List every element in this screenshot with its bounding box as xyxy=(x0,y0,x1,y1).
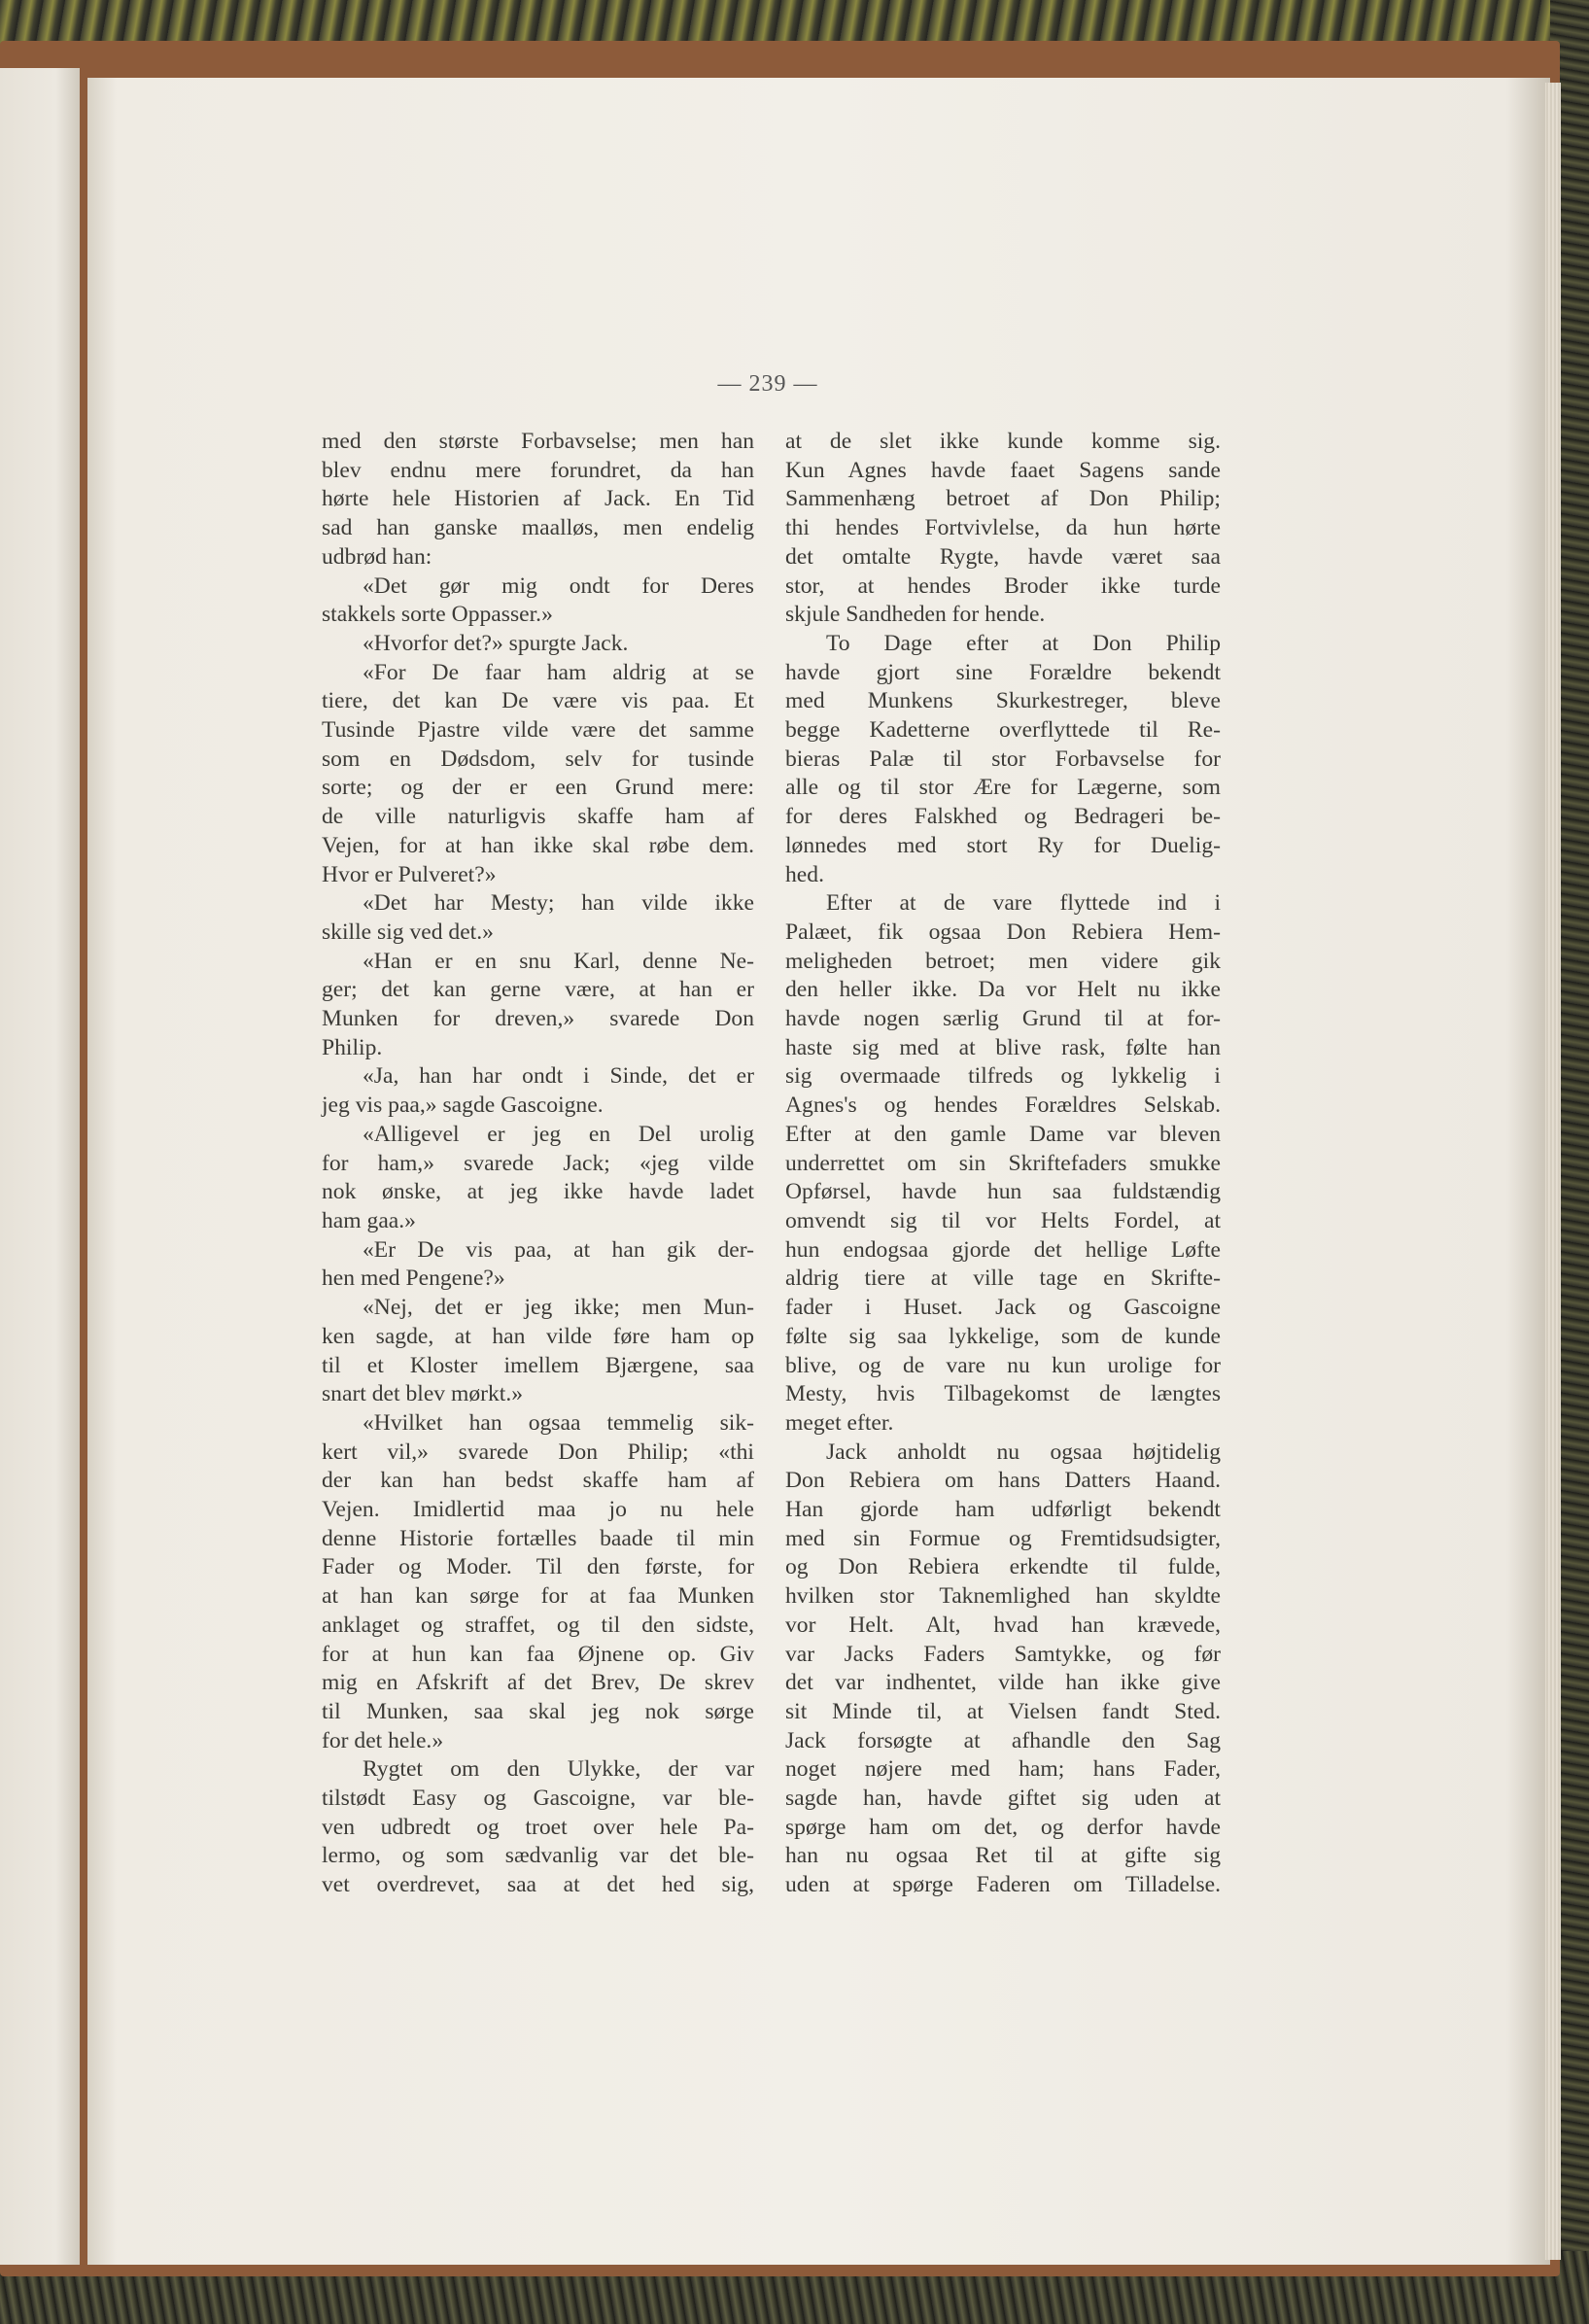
text-line: «Ja, han har ondt i Sinde, det er xyxy=(363,1063,754,1090)
text-line: «Det gør mig ondt for Deres xyxy=(363,572,754,599)
text-line: Agnes's og hendes Forældres Selskab. xyxy=(785,1093,1221,1119)
text-line: «Hvorfor det?» spurgte Jack. xyxy=(363,630,629,656)
text-line: hed. xyxy=(785,861,824,887)
text-line: vor Helt. Alt, hvad han krævede, xyxy=(785,1612,1221,1638)
text-line: med sin Formue og Fremtidsudsigter, xyxy=(785,1525,1221,1551)
text-line: følte sig saa lykkelige, som de kunde xyxy=(785,1323,1221,1349)
text-line: Hvor er Pulveret?» xyxy=(322,861,497,887)
text-line: Opførsel, havde hun saa fuldstændig xyxy=(785,1179,1221,1205)
text-line: var Jacks Faders Samtykke, og før xyxy=(785,1641,1221,1667)
text-line: sit Minde til, at Vielsen fandt Sted. xyxy=(785,1698,1221,1724)
text-line: og Don Rebiera erkendte til fulde, xyxy=(785,1554,1221,1580)
text-line: Mesty, hvis Tilbagekomst de længtes xyxy=(785,1381,1221,1407)
text-line: Kun Agnes havde faaet Sagens sande xyxy=(785,457,1221,483)
text-line: «Hvilket han ogsaa temmelig sik- xyxy=(363,1409,754,1436)
text-line: for at hun kan faa Øjnene op. Giv xyxy=(322,1641,754,1667)
text-line: den heller ikke. Da vor Helt nu ikke xyxy=(785,977,1221,1003)
text-line: hørte hele Historien af Jack. En Tid xyxy=(322,486,754,512)
text-line: «Nej, det er jeg ikke; men Mun- xyxy=(363,1295,754,1321)
text-line: «Er De vis paa, at han gik der- xyxy=(363,1236,754,1263)
text-line: udbrød han: xyxy=(322,543,432,570)
text-line: de ville naturligvis skaffe ham af xyxy=(322,804,754,830)
text-line: denne Historie fortælles baade til min xyxy=(322,1525,754,1551)
text-line: snart det blev mørkt.» xyxy=(322,1381,524,1407)
text-line: stor, at hendes Broder ikke turde xyxy=(785,572,1221,599)
text-line: uden at spørge Faderen om Tilladelse. xyxy=(785,1872,1221,1898)
text-line: ger; det kan gerne være, at han er xyxy=(322,977,754,1003)
text-line: jeg vis paa,» sagde Gascoigne. xyxy=(322,1093,604,1119)
text-line: det omtalte Rygte, havde været saa xyxy=(785,543,1221,570)
text-line: sorte; og der er een Grund mere: xyxy=(322,775,754,801)
text-line: fader i Huset. Jack og Gascoigne xyxy=(785,1295,1221,1321)
text-line: nok ønske, at jeg ikke havde ladet xyxy=(322,1179,754,1205)
text-line: for deres Falskhed og Bedrageri be- xyxy=(785,804,1221,830)
text-line: Han gjorde ham udførligt bekendt xyxy=(785,1497,1221,1523)
text-line: hun endogsaa gjorde det hellige Løfte xyxy=(785,1236,1221,1263)
text-line: Tusinde Pjastre vilde være det samme xyxy=(322,717,754,744)
text-line: havde gjort sine Forældre bekendt xyxy=(785,659,1221,685)
text-line: «Han er en snu Karl, denne Ne- xyxy=(363,948,754,974)
text-line: sad han ganske maalløs, men endelig xyxy=(322,515,754,541)
text-line: hen med Pengene?» xyxy=(322,1266,505,1292)
text-line: omvendt sig til vor Helts Fordel, at xyxy=(785,1207,1221,1233)
text-line: «Alligevel er jeg en Del urolig xyxy=(363,1121,754,1147)
text-line: haste sig med at blive rask, følte han xyxy=(785,1034,1221,1060)
text-line: havde nogen særlig Grund til at for- xyxy=(785,1006,1221,1032)
text-line: lermo, og som sædvanlig var det ble- xyxy=(322,1843,754,1869)
text-column-right xyxy=(785,428,1221,1900)
text-line: lønnedes med stort Ry for Duelig- xyxy=(785,832,1221,858)
text-line: skille sig ved det.» xyxy=(322,919,494,945)
text-line: noget nøjere med ham; hans Fader, xyxy=(785,1756,1221,1783)
text-line: Efter at de vare flyttede ind i xyxy=(826,890,1221,917)
text-line: tilstødt Easy og Gascoigne, var ble- xyxy=(322,1786,754,1812)
text-line: ham gaa.» xyxy=(322,1207,416,1233)
text-line: at de slet ikke kunde komme sig. xyxy=(785,429,1221,454)
text-line: med Munkens Skurkestreger, bleve xyxy=(785,688,1221,714)
text-line: ken sagde, at han vilde føre ham op xyxy=(322,1323,754,1349)
text-line: meget efter. xyxy=(785,1409,894,1436)
text-line: kert vil,» svarede Don Philip; «thi xyxy=(322,1439,754,1465)
text-line: der kan han bedst skaffe ham af xyxy=(322,1468,754,1494)
page-number: — 239 — xyxy=(717,371,818,397)
text-line: som en Dødsdom, selv for tusinde xyxy=(322,746,754,772)
text-line: anklaget og straffet, og til den sidste, xyxy=(322,1612,754,1638)
text-line: begge Kadetterne overflyttede til Re- xyxy=(785,717,1221,744)
text-line: til Munken, saa skal jeg nok sørge xyxy=(322,1698,754,1724)
text-line: til et Kloster imellem Bjærgene, saa xyxy=(322,1352,754,1378)
text-line: bieras Palæ til stor Forbavselse for xyxy=(785,746,1221,772)
text-line: tiere, det kan De være vis paa. Et xyxy=(322,688,754,714)
text-line: ven udbredt og troet over hele Pa- xyxy=(322,1814,754,1840)
text-line: det var indhentet, vilde han ikke give xyxy=(785,1670,1221,1696)
text-line: underrettet om sin Skriftefaders smukke xyxy=(785,1150,1221,1176)
text-column-left xyxy=(322,428,754,1900)
text-line: blev endnu mere forundret, da han xyxy=(322,457,754,483)
text-line: Jack forsøgte at afhandle den Sag xyxy=(785,1727,1221,1753)
text-line: sig overmaade tilfreds og lykkelig i xyxy=(785,1063,1221,1090)
text-line: mig en Afskrift af det Brev, De skrev xyxy=(322,1670,754,1696)
text-line: vet overdrevet, saa at det hed sig, xyxy=(322,1872,754,1898)
text-line: Vejen, for at han ikke skal røbe dem. xyxy=(322,832,754,858)
text-line: «For De faar ham aldrig at se xyxy=(363,659,754,685)
text-line: alle og til stor Ære for Lægerne, som xyxy=(785,775,1221,801)
text-line: To Dage efter at Don Philip xyxy=(826,630,1221,656)
text-line: skjule Sandheden for hende. xyxy=(785,602,1046,628)
text-line: Don Rebiera om hans Datters Haand. xyxy=(785,1468,1221,1494)
text-line: Sammenhæng betroet af Don Philip; xyxy=(785,486,1221,512)
text-line: for det hele.» xyxy=(322,1727,444,1753)
text-line: spørge ham om det, og derfor havde xyxy=(785,1814,1221,1840)
text-line: Palæet, fik ogsaa Don Rebiera Hem- xyxy=(785,919,1221,945)
text-line: Fader og Moder. Til den første, for xyxy=(322,1554,754,1580)
text-line: hvilken stor Taknemlighed han skyldte xyxy=(785,1583,1221,1610)
text-line: aldrig tiere at ville tage en Skrifte- xyxy=(785,1266,1221,1292)
text-line: Philip. xyxy=(322,1034,383,1060)
text-line: han nu ogsaa Ret til at gifte sig xyxy=(785,1843,1221,1869)
page-stack-edge xyxy=(1545,83,1561,2260)
text-line: blive, og de vare nu kun urolige for xyxy=(785,1352,1221,1378)
text-line: Vejen. Imidlertid maa jo nu hele xyxy=(322,1497,754,1523)
text-line: meligheden betroet; men videre gik xyxy=(785,948,1221,974)
text-line: stakkels sorte Oppasser.» xyxy=(322,602,553,628)
text-line: Jack anholdt nu ogsaa højtidelig xyxy=(826,1439,1221,1465)
text-line: Munken for dreven,» svarede Don xyxy=(322,1006,754,1032)
text-line: med den største Forbavselse; men han xyxy=(322,429,754,454)
text-line: Efter at den gamle Dame var bleven xyxy=(785,1121,1221,1147)
text-line: «Det har Mesty; han vilde ikke xyxy=(363,890,754,917)
facing-page-edge xyxy=(0,68,80,2265)
text-line: thi hendes Fortvivlelse, da hun hørte xyxy=(785,515,1221,541)
text-line: for ham,» svarede Jack; «jeg vilde xyxy=(322,1150,754,1176)
text-line: Rygtet om den Ulykke, der var xyxy=(363,1756,754,1783)
text-line: sagde han, havde giftet sig uden at xyxy=(785,1786,1221,1812)
text-line: at han kan sørge for at faa Munken xyxy=(322,1583,754,1610)
